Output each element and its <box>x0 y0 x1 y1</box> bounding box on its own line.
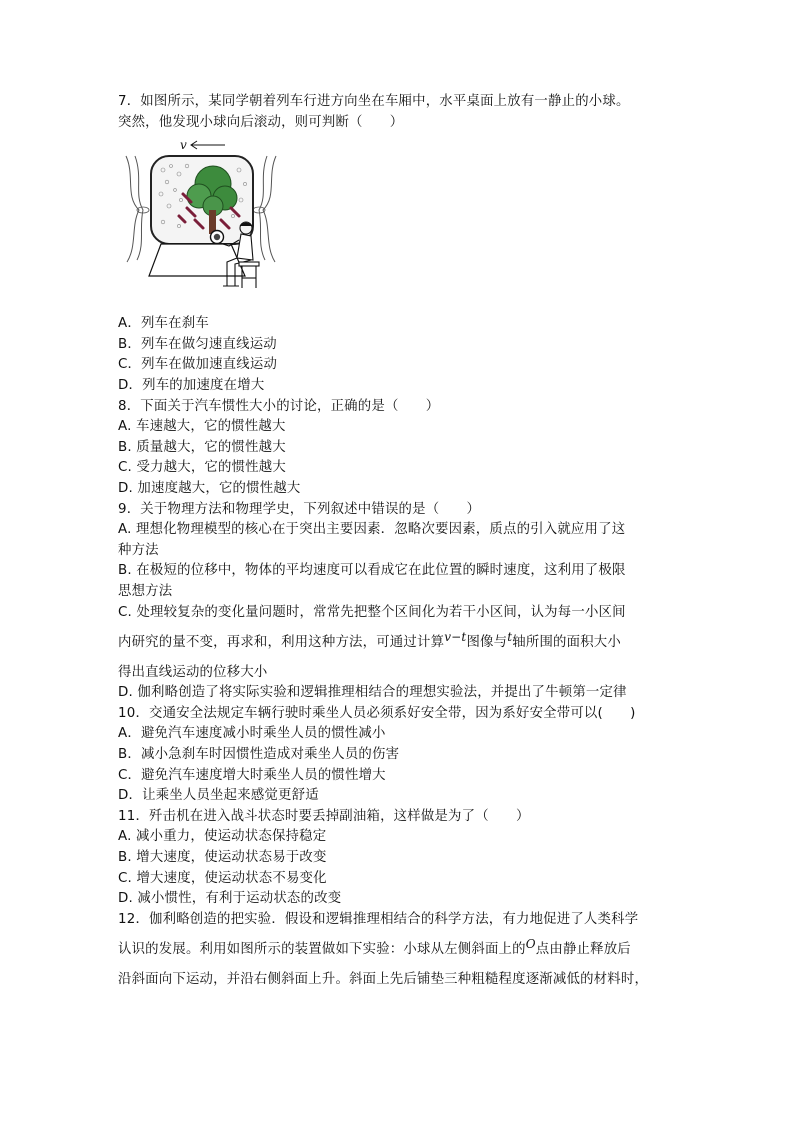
q10-option-c[interactable]: C．避免汽车速度增大时乘坐人员的惯性增大 <box>118 767 386 783</box>
q9-c-text-3: 轴所围的面积大小 <box>512 635 621 651</box>
q9-c-text-2: 图像与 <box>466 635 508 651</box>
q9-option-c-line1[interactable]: C. 处理较复杂的变化量问题时，常常先把整个区间化为若干小区间，认为每一小区间 <box>118 604 626 620</box>
q9-option-a-line1[interactable]: A. 理想化物理模型的核心在于突出主要因素．忽略次要因素，质点的引入就应用了这 <box>118 522 626 538</box>
q8-option-d[interactable]: D. 加速度越大，它的惯性越大 <box>118 480 301 496</box>
q11-option-a[interactable]: A. 减小重力，使运动状态保持稳定 <box>118 829 327 845</box>
q8-option-b[interactable]: B. 质量越大，它的惯性越大 <box>118 439 286 455</box>
q10-option-d[interactable]: D．让乘坐人员坐起来感觉更舒适 <box>118 788 319 804</box>
q7-option-a[interactable]: A．列车在刹车 <box>118 316 209 332</box>
math-v-t: v−t <box>444 630 467 645</box>
q7-option-d[interactable]: D．列车的加速度在增大 <box>118 377 265 393</box>
q11-option-b[interactable]: B. 增大速度，使运动状态易于改变 <box>118 850 327 866</box>
q9-stem: 9．关于物理方法和物理学史，下列叙述中错误的是（ ） <box>118 501 481 517</box>
q9-c-text-1: 内研究的量不变，再求和，利用这种方法，可通过计算 <box>118 635 445 651</box>
q10-option-b[interactable]: B．减小急刹车时因惯性造成对乘坐人员的伤害 <box>118 747 400 763</box>
q7-option-b[interactable]: B．列车在做匀速直线运动 <box>118 336 277 352</box>
q8-stem: 8．下面关于汽车惯性大小的讨论，正确的是（ ） <box>118 398 440 414</box>
q9-option-a-line2[interactable]: 种方法 <box>118 542 159 558</box>
q9-option-c-line2[interactable] <box>118 632 678 654</box>
q11-option-d[interactable]: D. 减小惯性，有利于运动状态的改变 <box>118 891 342 907</box>
q12-line3: 沿斜面向下运动，并沿右侧斜面上升。斜面上先后铺垫三种粗糙程度逐渐减低的材料时， <box>118 972 649 987</box>
q7-option-c[interactable]: C．列车在做加速直线运动 <box>118 357 278 373</box>
q7-stem-line1: 7．如图所示，某同学朝着列车行进方向坐在车厢中，水平桌面上放有一静止的小球。 <box>118 94 630 109</box>
math-t: t <box>507 630 513 645</box>
math-o: O <box>525 937 536 952</box>
q11-option-c[interactable]: C. 增大速度，使运动状态不易变化 <box>118 870 327 886</box>
q12-line1: 12．伽利略创造的把实验．假设和逻辑推理相结合的科学方法，有力地促进了人类科学 <box>118 911 639 927</box>
q9-option-b-line2[interactable]: 思想方法 <box>118 583 173 599</box>
q8-option-a[interactable]: A. 车速越大，它的惯性越大 <box>118 419 286 435</box>
q12-line2 <box>118 939 678 961</box>
q7-stem-line2: 突然，他发现小球向后滚动，则可判断（ ） <box>118 114 404 130</box>
q9-option-c-line3[interactable]: 得出直线运动的位移大小 <box>118 664 268 680</box>
q12-text-2: 点由静止释放后 <box>535 942 631 958</box>
q8-option-c[interactable]: C. 受力越大，它的惯性越大 <box>118 460 286 476</box>
train-window-illustration <box>121 136 281 294</box>
q12-text-1: 认识的发展。利用如图所示的装置做如下实验：小球从左侧斜面上的 <box>118 942 526 958</box>
q10-stem: 10．交通安全法规定车辆行驶时乘坐人员必须系好安全带，因为系好安全带可以( ) <box>118 705 636 721</box>
q9-option-d[interactable]: D. 伽利略创造了将实际实验和逻辑推理相结合的理想实验法，并提出了牛顿第一定律 <box>118 685 627 701</box>
q10-option-a[interactable]: A．避免汽车速度减小时乘坐人员的惯性减小 <box>118 726 386 742</box>
q9-option-b-line1[interactable]: B. 在极短的位移中，物体的平均速度可以看成它在此位置的瞬时速度，这利用了极限 <box>118 563 626 579</box>
q11-stem: 11．歼击机在进入战斗状态时要丢掉副油箱，这样做是为了（ ） <box>118 808 530 824</box>
exam-page <box>118 92 678 991</box>
q7-train-figure <box>121 136 281 294</box>
velocity-label: v <box>180 138 187 153</box>
